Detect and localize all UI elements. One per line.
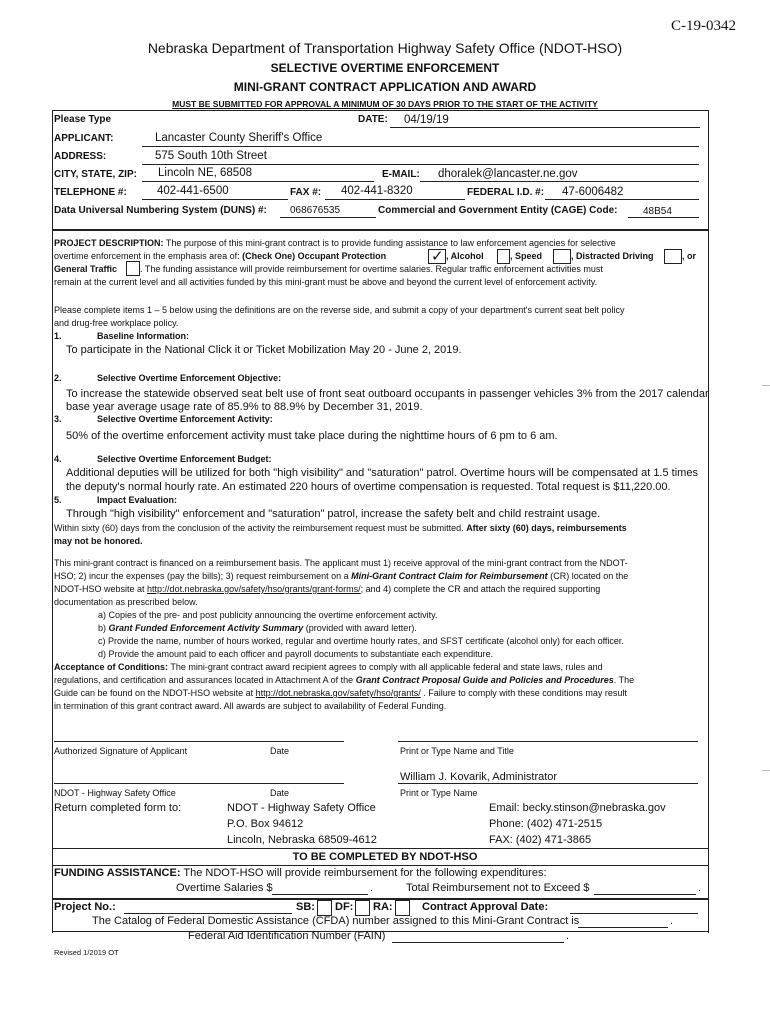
total-reimbursement-label: Total Reimbursement not to Exceed $ <box>406 882 590 894</box>
agency-title: Nebraska Department of Transportation Highway Safety Office (NDOT-HSO) <box>147 40 623 56</box>
return-po-box: P.O. Box 94612 <box>227 818 304 830</box>
return-org: NDOT - Highway Safety Office <box>227 802 376 814</box>
occupant-protection-checkbox[interactable] <box>428 249 446 264</box>
city-state-zip-label: CITY, STATE, ZIP: <box>54 169 137 180</box>
item-5-number: 5. <box>54 495 62 505</box>
approval-date-field[interactable] <box>570 913 698 914</box>
form-top-border <box>52 110 708 111</box>
cfda-field[interactable] <box>578 927 668 928</box>
acceptance-line4: in termination of this grant contract award. All awards are subject to availability of Federal Funding. <box>54 701 447 711</box>
address-field[interactable]: 575 South 10th Street <box>155 150 267 162</box>
ra-checkbox[interactable] <box>395 900 410 916</box>
overtime-salaries-label: Overtime Salaries $ <box>176 882 273 894</box>
please-type-label: Please Type <box>54 114 112 125</box>
item-1-number: 1. <box>54 331 62 341</box>
item-2-title: Selective Overtime Enforcement Objective: <box>97 373 282 383</box>
administrator-name: William J. Kovarik, Administrator <box>400 771 558 783</box>
item-3-value[interactable]: 50% of the overtime enforcement activity must take place during the nighttime hours of 6 pm to 6 am. <box>66 430 558 442</box>
ndot-section-heading: TO BE COMPLETED BY NDOT-HSO <box>292 851 478 863</box>
fain-label: Federal Aid Identification Number (FAIN) <box>188 930 386 942</box>
sb-label: SB: <box>296 901 315 913</box>
list-item-c: c) Provide the name, number of hours worked, regular and overtime hourly rates, and SFST certificate (alcohol only) for each officer. <box>98 636 624 646</box>
email-label: E-MAIL: <box>382 169 420 180</box>
cfda-label: The Catalog of Federal Domestic Assistance (CFDA) number assigned to this Mini-Grant Contract is <box>92 915 580 927</box>
hso-signature-line[interactable] <box>54 783 344 784</box>
telephone-label: TELEPHONE #: <box>54 187 127 198</box>
or-label: , or <box>682 251 697 261</box>
return-fax: FAX: (402) 471-3865 <box>489 834 592 846</box>
authorized-signature-label: Authorized Signature of Applicant <box>54 746 188 756</box>
alcohol-label: , Alcohol <box>446 251 484 261</box>
section-divider <box>52 229 708 231</box>
reimbursement-para-2: HSO; 2) incur the expenses (pay the bills); 3) request reimbursement on a Mini-Grant Contract Claim for Reimbursement (CR) located on the <box>54 571 629 581</box>
document-id: C-19-0342 <box>671 18 736 34</box>
project-description-line4: remain at the current level and all activities funded by this mini-grant must be above and beyond the current level of enforcement activity. <box>54 277 598 287</box>
item-1-title: Baseline Information: <box>97 331 190 341</box>
form-title-1: SELECTIVE OVERTIME ENFORCEMENT <box>270 61 500 75</box>
acceptance-line2: regulations, and certification and assurances located in Attachment A of the Grant Contract Proposal Guide and Policies and Procedures. The <box>54 675 635 685</box>
cage-field[interactable]: 48B54 <box>643 206 672 217</box>
form-title-2: MINI-GRANT CONTRACT APPLICATION AND AWARD <box>233 80 537 94</box>
distracted-driving-checkbox[interactable] <box>664 249 682 264</box>
project-description-line2: overtime enforcement in the emphasis area of: (Check One) Occupant Protection <box>54 251 387 261</box>
list-item-a: a) Copies of the pre- and post publicity announcing the overtime enforcement activity. <box>98 610 438 620</box>
item-4-number: 4. <box>54 454 62 464</box>
applicant-signature-line[interactable] <box>54 741 344 742</box>
item-4-value-line2[interactable]: the deputy's normal hourly rate. An estimated 220 hours of overtime compensation is requested. Total request is $11,220.00. <box>66 481 671 493</box>
general-traffic-label: General Traffic <box>54 264 118 274</box>
instructions-line1: Please complete items 1 – 5 below using the definitions are on the reverse side, and submit a copy of your department's current seat belt policy <box>54 305 625 315</box>
item-2-value-line2[interactable]: base year average usage rate of 85.9% to 88.9% by December 31, 2019. <box>66 401 423 413</box>
federal-id-label: FEDERAL I.D. #: <box>467 187 545 198</box>
speed-checkbox[interactable] <box>553 249 571 264</box>
df-label: DF: <box>335 901 354 913</box>
applicant-label: APPLICANT: <box>54 133 114 144</box>
address-label: ADDRESS: <box>54 151 107 162</box>
list-item-d: d) Provide the amount paid to each officer and payroll documents to substantiate each expenditure. <box>98 649 494 659</box>
date-label-2: Date <box>270 788 290 798</box>
reimbursement-para-4: documentation as prescribed below. <box>54 597 198 607</box>
email-field[interactable]: dhoralek@lancaster.ne.gov <box>438 168 578 180</box>
revised-date: Revised 1/2019 OT <box>54 948 119 957</box>
project-no-field[interactable] <box>124 913 292 914</box>
item-2-number: 2. <box>54 373 62 383</box>
item-3-number: 3. <box>54 414 62 424</box>
overtime-salaries-field[interactable] <box>272 894 368 895</box>
project-description-line1: PROJECT DESCRIPTION: The purpose of this mini-grant contract is to provide funding assistance to law enforcement agencies for selective <box>54 238 616 248</box>
instructions-line2: and drug-free workplace policy. <box>54 318 179 328</box>
project-description-line3: . The funding assistance will provide reimbursement for overtime salaries. Regular traffic enforcement activities must <box>140 264 603 274</box>
alcohol-checkbox[interactable] <box>497 249 510 264</box>
date-field[interactable]: 04/19/19 <box>404 114 449 126</box>
item-1-value[interactable]: To participate in the National Click it or Ticket Mobilization May 20 - June 2, 2019. <box>66 344 462 356</box>
fax-label: FAX #: <box>290 187 322 198</box>
approval-date-label: Contract Approval Date: <box>422 901 549 913</box>
duns-label: Data Universal Numbering System (DUNS) #: <box>54 205 267 216</box>
return-city: Lincoln, Nebraska 68509-4612 <box>227 834 377 846</box>
item-2-value-line1[interactable]: To increase the statewide observed seat belt use of front seat outboard occupants in passenger vehicles 3% from the 2017 calendar <box>66 388 709 400</box>
return-phone: Phone: (402) 471-2515 <box>489 818 603 830</box>
applicant-name-line[interactable] <box>398 741 698 742</box>
funding-assistance-line: FUNDING ASSISTANCE: The NDOT-HSO will provide reimbursement for the following expenditures: <box>54 867 547 879</box>
item-5-value[interactable]: Through "high visibility" enforcement and "saturation" patrol, increase the safety belt and child restraint usage. <box>66 508 601 520</box>
item-4-title: Selective Overtime Enforcement Budget: <box>97 454 272 464</box>
total-reimbursement-field[interactable] <box>594 894 696 895</box>
city-state-zip-field[interactable]: Lincoln NE, 68508 <box>158 167 252 179</box>
item-3-title: Selective Overtime Enforcement Activity: <box>97 414 273 424</box>
acceptance-line1: Acceptance of Conditions: The mini-grant contract award recipient agrees to comply with all applicable federal and state laws, rules and <box>54 662 603 672</box>
grant-forms-link[interactable]: http://dot.nebraska.gov/safety/hso/grants/grant-forms/ <box>147 584 361 594</box>
grants-link[interactable]: http://dot.nebraska.gov/safety/hso/grants/ <box>255 688 421 698</box>
checkmark-icon: ✓ <box>431 248 444 265</box>
hso-label: NDOT - Highway Safety Office <box>54 788 176 798</box>
distracted-label: , Distracted Driving <box>571 251 654 261</box>
sb-checkbox[interactable] <box>317 900 332 916</box>
reimbursement-para-3: NDOT-HSO website at http://dot.nebraska.gov/safety/hso/grants/grant-forms/; and 4) complete the CR and attach the required supporting <box>54 584 601 594</box>
reimbursement-deadline-2: may not be honored. <box>54 536 143 546</box>
cage-label: Commercial and Government Entity (CAGE) Code: <box>378 205 618 216</box>
return-email: Email: becky.stinson@nebraska.gov <box>489 802 666 814</box>
telephone-field[interactable]: 402-441-6500 <box>157 185 229 197</box>
submission-notice: MUST BE SUBMITTED FOR APPROVAL A MINIMUM OF 30 DAYS PRIOR TO THE START OF THE ACTIVITY <box>172 99 598 109</box>
ra-label: RA: <box>373 901 393 913</box>
df-checkbox[interactable] <box>355 900 370 916</box>
item-4-value-line1[interactable]: Additional deputies will be utilized for both "high visibility" and "saturation" patrol. Overtime hours will be compensated at 1.5 times <box>66 467 698 479</box>
print-name-title-label: Print or Type Name and Title <box>400 746 514 756</box>
date-label: DATE: <box>358 114 388 125</box>
list-item-b: b) Grant Funded Enforcement Activity Summary (provided with award letter). <box>98 623 417 633</box>
duns-field[interactable]: 068676535 <box>290 205 341 216</box>
general-traffic-checkbox[interactable] <box>126 261 140 276</box>
federal-id-field[interactable]: 47-6006482 <box>562 186 624 198</box>
date-label-1: Date <box>270 746 290 756</box>
project-no-label: Project No.: <box>54 901 116 913</box>
print-name-label: Print or Type Name <box>400 788 478 798</box>
acceptance-line3: Guide can be found on the NDOT-HSO website at http://dot.nebraska.gov/safety/hso/grants/ . Failure to comply with these conditions may result <box>54 688 627 698</box>
reimbursement-para-1: This mini-grant contract is financed on a reimbursement basis. The applicant must 1) receive approval of the mini-grant contract from the NDOT- <box>54 558 628 568</box>
return-to-label: Return completed form to: <box>54 802 182 814</box>
reimbursement-deadline: Within sixty (60) days from the conclusion of the activity the reimbursement request must be submitted. After sixty (60) days, reimbursements <box>54 523 627 533</box>
applicant-field[interactable]: Lancaster County Sheriff's Office <box>155 132 323 144</box>
item-5-title: Impact Evaluation: <box>97 495 178 505</box>
fain-field[interactable] <box>392 942 564 943</box>
fax-field[interactable]: 402-441-8320 <box>341 185 413 197</box>
speed-label: , Speed <box>510 251 543 261</box>
